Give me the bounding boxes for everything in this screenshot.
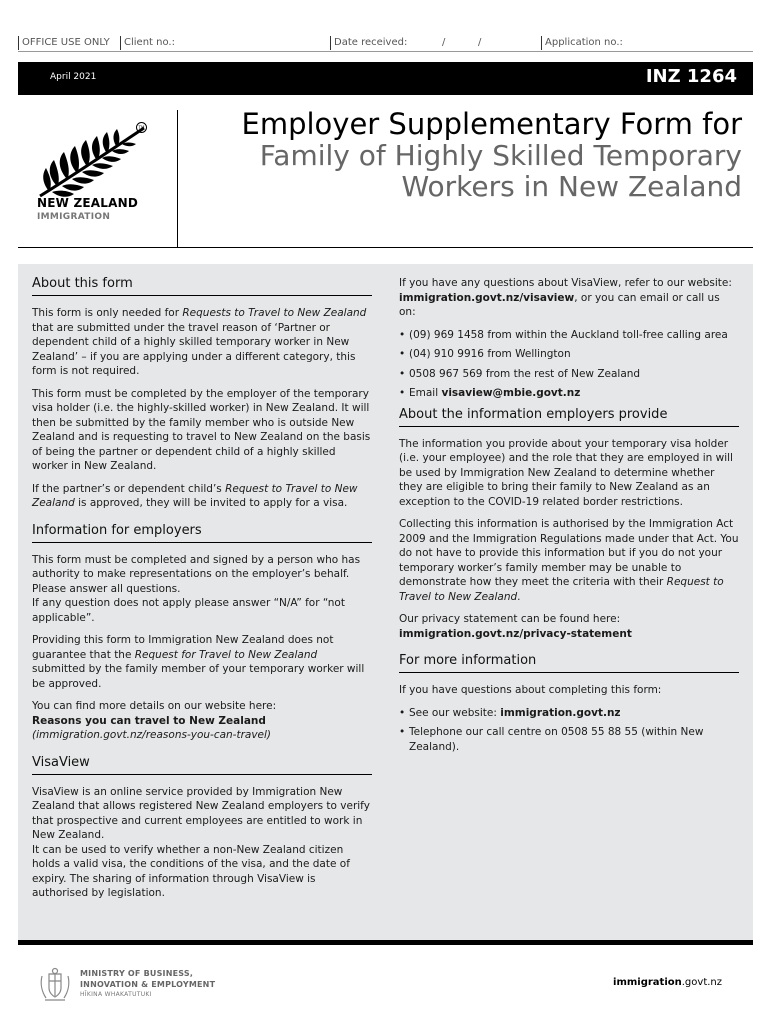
contact-item-rest-nz: • 0508 967 569 from the rest of New Zealand	[399, 367, 739, 382]
employers-p2-emphasis: Request for Travel to New Zealand	[134, 648, 318, 661]
nz-immigration-logo	[28, 110, 178, 248]
employers-p1-text: This form must be completed and signed by a person who has authority to make representations on the employer’s behalf. Please answer all questions.	[32, 553, 361, 595]
office-use-underline	[18, 51, 753, 52]
employers-paragraph-1	[32, 553, 372, 626]
info-provide-p2-text-a: Collecting this information is authorised by the Immigration Act 2009 and the Immigration Regulations made under that Act. You do not have to provide this information but if you do not your temporary worker’s family member may be unable to demonstrate how they meet the criteria with their	[399, 518, 739, 588]
more-info-list	[399, 706, 739, 755]
contact-item-auckland: • (09) 969 1458 from within the Auckland toll-free calling area	[399, 328, 739, 343]
info-provide-p2-emphasis: Request to Travel to New Zealand	[399, 576, 724, 603]
more-info-website-item	[399, 706, 739, 721]
employers-p1-na-text: If any question does not apply please answer “N/A” for “not applicable”.	[32, 597, 345, 624]
employers-paragraph-3	[32, 699, 372, 743]
date-slash-1: /	[442, 37, 446, 48]
contact-item-wellington: • (04) 910 9916 from Wellington	[399, 347, 739, 362]
silver-fern-logo-icon	[36, 120, 151, 200]
visaview-paragraph	[32, 785, 372, 901]
date-slash-2: /	[478, 37, 482, 48]
date-received-label: Date received:	[330, 36, 407, 50]
contact-item-email	[399, 386, 739, 401]
questions-text-a: If you have any questions about VisaView, refer to our website:	[399, 277, 732, 289]
employers-p2-text-b: submitted by the family member of your temporary worker will be approved.	[32, 663, 365, 690]
privacy-statement-link[interactable]: immigration.govt.nz/privacy-statement	[399, 627, 632, 640]
immigration-brand-text: IMMIGRATION	[37, 212, 111, 222]
reasons-travel-link[interactable]: Reasons you can travel to New Zealand	[32, 714, 266, 727]
privacy-text: Our privacy statement can be found here:	[399, 613, 621, 625]
trademark-mark: TM	[136, 122, 147, 133]
employers-p2-text-a: Providing this form to Immigration New Zealand does not guarantee that the	[32, 634, 334, 661]
about-p1-emphasis: Requests to Travel to New Zealand	[182, 307, 367, 319]
office-use-label: OFFICE USE ONLY	[18, 36, 110, 50]
more-info-phone-item: • Telephone our call centre on 0508 55 88 55 (within New Zealand).	[399, 725, 739, 754]
form-date: April 2021	[50, 72, 97, 82]
questions-paragraph	[399, 276, 739, 320]
footer-url-rest: .govt.nz	[681, 977, 722, 988]
logo-divider	[177, 110, 178, 248]
about-heading: About this form	[32, 276, 372, 296]
visaview-email-link[interactable]: visaview@mbie.govt.nz	[441, 387, 581, 399]
client-no-label: Client no.:	[120, 36, 175, 50]
about-p3-text-b: is approved, they will be invited to apply for a visa.	[74, 497, 348, 509]
office-use-bar	[18, 36, 753, 52]
left-column	[32, 276, 372, 909]
form-title	[182, 108, 742, 202]
footer-url-bold: immigration	[613, 977, 682, 988]
panel-bottom-rule	[18, 940, 753, 945]
contact-list	[399, 328, 739, 401]
about-paragraph-1	[32, 306, 372, 379]
info-provide-paragraph-3	[399, 612, 739, 641]
mbie-line-1: MINISTRY OF BUSINESS,	[80, 969, 194, 978]
mbie-line-3: HĪKINA WHAKATUTUKI	[80, 991, 152, 998]
application-no-label: Application no.:	[541, 36, 623, 50]
employers-paragraph-2	[32, 633, 372, 691]
title-line-2: Family of Highly Skilled Temporary	[259, 139, 742, 172]
visaview-p1-text: VisaView is an online service provided by Immigration New Zealand that allows registered New Zealand employers to verify that prospective and current employees are entitled to work in New Zealand.	[32, 785, 370, 841]
info-provide-paragraph-2	[399, 517, 739, 604]
info-provide-heading: About the information employers provide	[399, 407, 739, 427]
mbie-line-2: INNOVATION & EMPLOYMENT	[80, 980, 216, 989]
header-bottom-rule	[18, 247, 753, 248]
mbie-logo	[36, 966, 236, 1006]
questions-text-b: , or you can email or call us on:	[399, 291, 720, 318]
email-label: Email	[409, 387, 442, 399]
coat-of-arms-icon	[36, 966, 74, 1004]
info-provide-paragraph-1: The information you provide about your temporary visa holder (i.e. your employee) and the role that they are employed in will be used by Immigration New Zealand to determine whether they are eligible to bring their family to New Zealand as an exception to the COVID-19 related border restrictions.	[399, 437, 733, 508]
about-p3-emphasis: Request to Travel to New Zealand	[32, 482, 358, 509]
about-paragraph-2: This form must be completed by the employer of the temporary visa holder (i.e. the highly-skilled worker) in New Zealand. It will then be submitted by the family member who is outside New Zealand and is requesting to travel to New Zealand on the basis of being the partner or dependent child of a highly skilled worker in New Zealand.	[32, 387, 371, 472]
immigration-website-link[interactable]: immigration.govt.nz	[500, 706, 621, 719]
employers-heading: Information for employers	[32, 523, 372, 543]
more-info-paragraph: If you have questions about completing this form:	[399, 684, 662, 696]
about-p1-text-b: that are submitted under the travel reason of ‘Partner or dependent child of a highly skilled temporary worker in New Zealand’ – if you are applying under a different category, this form is not required.	[32, 321, 356, 377]
visaview-heading: VisaView	[32, 755, 372, 775]
info-provide-p2-text-b: .	[517, 590, 521, 603]
header-band	[18, 62, 753, 95]
information-panel	[18, 264, 753, 940]
nz-brand-text: NEW ZEALAND	[37, 196, 138, 210]
reasons-travel-url: (immigration.govt.nz/reasons-you-can-travel)	[32, 729, 272, 741]
visaview-p2-text: It can be used to verify whether a non-New Zealand citizen holds a valid visa, the conditions of the visa, and the date of expiry. The sharing of information through VisaView is authorised by legislation.	[32, 843, 350, 899]
visaview-website-link[interactable]: immigration.govt.nz/visaview	[399, 291, 575, 304]
about-paragraph-3	[32, 482, 372, 511]
about-p3-text-a: If the partner’s or dependent child’s	[32, 482, 226, 495]
more-info-heading: For more information	[399, 653, 739, 673]
title-line-3: Workers in New Zealand	[401, 170, 742, 203]
title-line-1: Employer Supplementary Form for	[241, 107, 742, 141]
about-p1-text-a: This form is only needed for	[32, 307, 183, 319]
footer-website[interactable]	[613, 977, 722, 988]
website-label: See our website:	[409, 706, 501, 719]
right-column	[399, 276, 739, 760]
employers-p3-text: You can find more details on our website here:	[32, 700, 277, 712]
form-number: INZ 1264	[645, 66, 737, 87]
